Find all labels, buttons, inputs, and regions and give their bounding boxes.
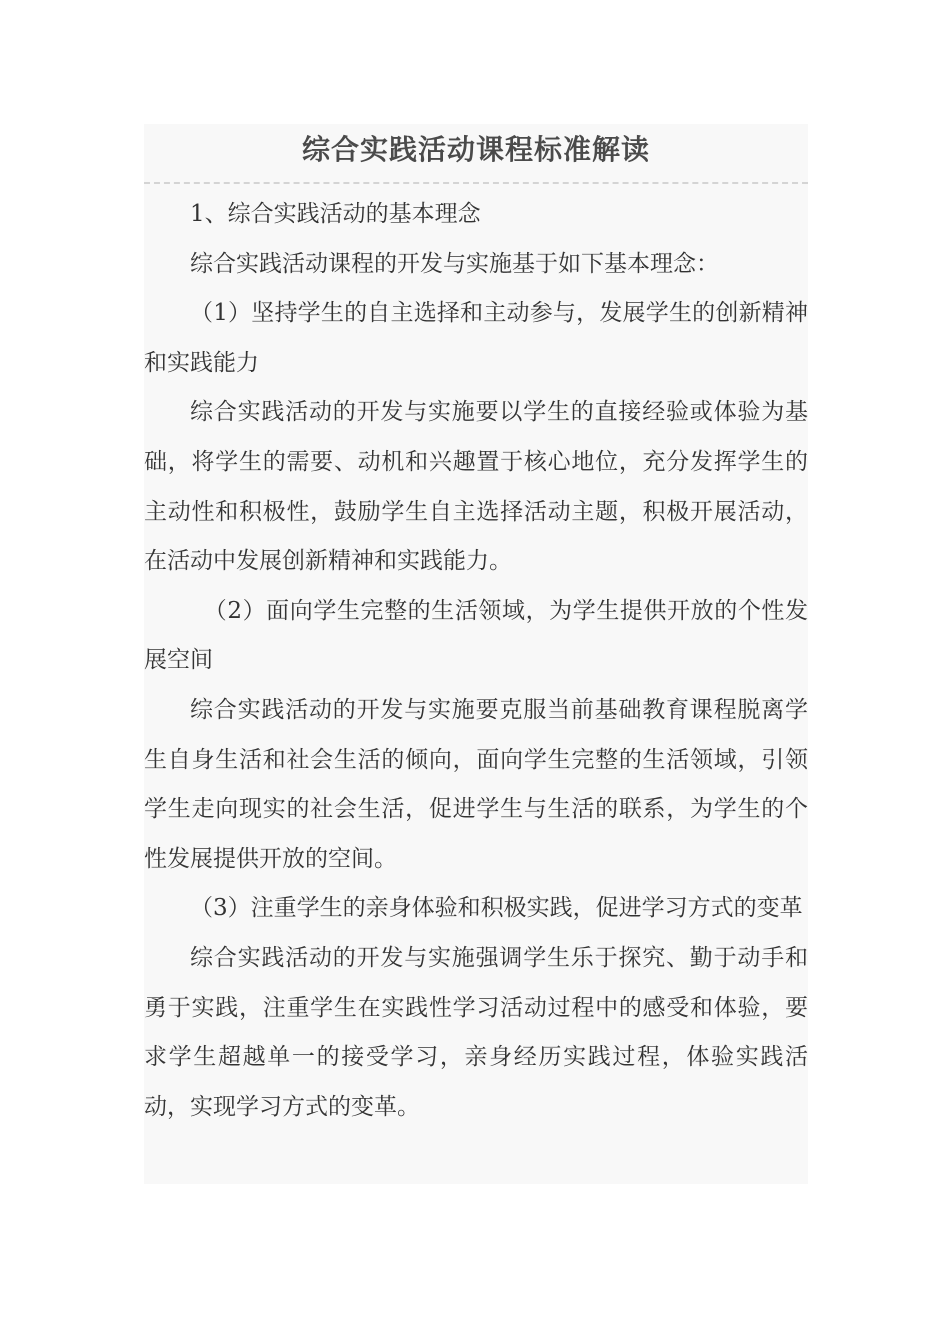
principle-heading-1: （1）坚持学生的自主选择和主动参与，发展学生的创新精神和实践能力 bbox=[144, 300, 808, 376]
intro-paragraph: 综合实践活动课程的开发与实施基于如下基本理念： bbox=[190, 250, 719, 277]
article bbox=[144, 124, 808, 1184]
principle-paragraph-1: 综合实践活动的开发与实施要以学生的直接经验或体验为基础，将学生的需要、动机和兴趣置于核心地位，充分发挥学生的主动性和积极性，鼓励学生自主选择活动主题，积极开展活动，在活动中发展创新精神和实践能力。 bbox=[144, 399, 808, 575]
principle-paragraph-2: 综合实践活动的开发与实施要克服当前基础教育课程脱离学生自身生活和社会生活的倾向，面向学生完整的生活领域，引领学生走向现实的社会生活，促进学生与生活的联系，为学生的个性发展提供开放的空间。 bbox=[144, 696, 808, 872]
page-title: 综合实践活动课程标准解读 bbox=[301, 133, 650, 166]
principle-heading-2: （2）面向学生完整的生活领域，为学生提供开放的个性发展空间 bbox=[144, 597, 808, 674]
principle-paragraph-3: 综合实践活动的开发与实施强调学生乐于探究、勤于动手和勇于实践，注重学生在实践性学习活动过程中的感受和体验，要求学生超越单一的接受学习，亲身经历实践过程，体验实践活动，实现学习方式的变革。 bbox=[144, 944, 808, 1120]
section-heading: 1、综合实践活动的基本理念 bbox=[190, 201, 481, 227]
principle-heading-3: （3）注重学生的亲身体验和积极实践，促进学习方式的变革 bbox=[190, 895, 803, 922]
article-body bbox=[144, 184, 808, 1132]
